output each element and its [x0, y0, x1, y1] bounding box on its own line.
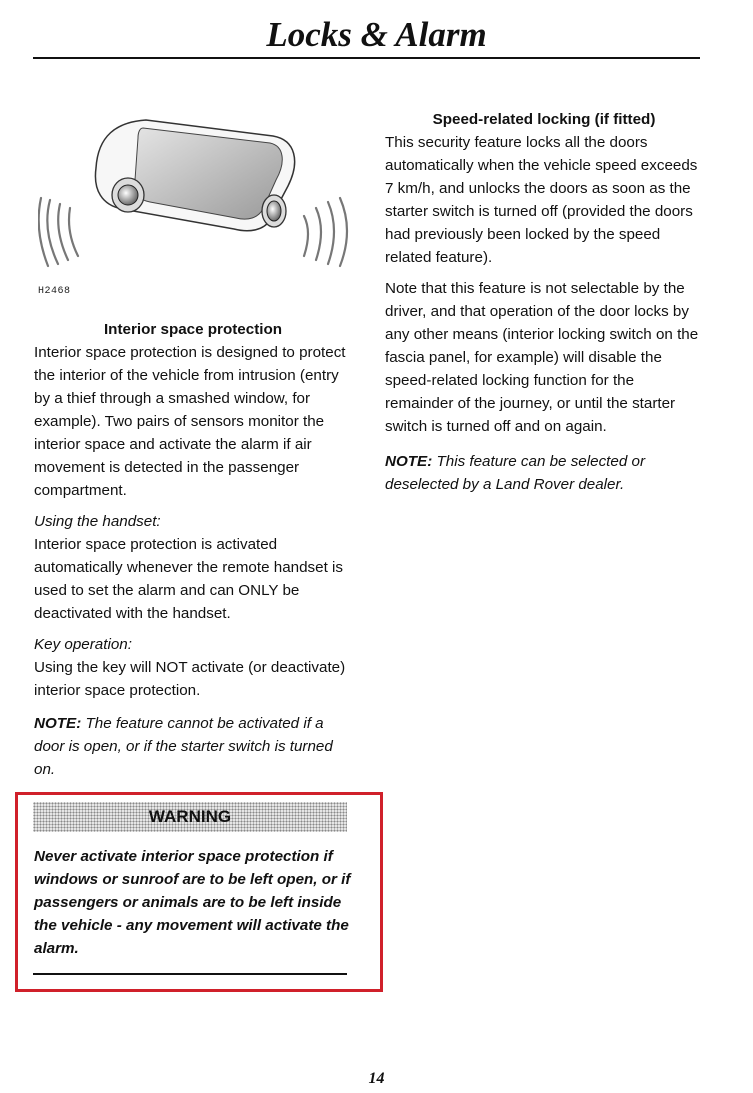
note-text: This feature can be selected or deselected by a Land Rover dealer. [385, 453, 646, 493]
left-column [34, 318, 352, 781]
warning-header: WARNING [33, 802, 347, 832]
handset-label: Using the handset: [34, 513, 161, 530]
intro-paragraph: Interior space protection is designed to protect the interior of the vehicle from intrusion (entry by a thief through a smashed window, for example). Two pairs of sensors monitor the interior space and activate the alarm if air movement is detected in the passenger compartment. [34, 344, 346, 499]
interior-sensor-icon [38, 108, 356, 270]
warning-rule [33, 973, 347, 975]
note-paragraph [385, 450, 703, 496]
note-text: The feature cannot be activated if a door is open, or if the starter switch is turned on. [34, 715, 333, 778]
note-label: NOTE: [385, 453, 433, 470]
handset-paragraph: Interior space protection is activated automatically whenever the remote handset is used to set the alarm and can ONLY be deactivated with the handset. [34, 536, 343, 622]
page-number: 14 [368, 1070, 385, 1087]
section-heading: Speed-related locking (if fitted) [432, 111, 656, 128]
note-label: NOTE: [34, 715, 82, 732]
section-heading: Interior space protection [103, 321, 283, 338]
warning-text: Never activate interior space protection if windows or sunroof are to be left open, or if passengers or animals are to be left inside the vehicle - any movement will activate the alarm. [34, 848, 351, 957]
title-rule [33, 57, 700, 59]
speed-locking-paragraph: This security feature locks all the doors automatically when the vehicle speed exceeds 7 km/h, and unlocks the doors as soon as the starter switch is turned off (provided the doors had previously been locked by the speed related feature). [385, 134, 698, 266]
page-title: Locks & Alarm [266, 15, 487, 54]
selectability-paragraph: Note that this feature is not selectable by the driver, and that operation of the door locks by any other means (interior locking switch on the fascia panel, for example) will disable the speed-related locking function for the remainder of the journey, or until the starter switch is turned off and on again. [385, 280, 699, 435]
note-paragraph [34, 712, 352, 781]
right-column [385, 108, 703, 496]
key-label: Key operation: [34, 636, 132, 653]
figure-code: H2468 [38, 286, 71, 297]
key-paragraph: Using the key will NOT activate (or deactivate) interior space protection. [34, 659, 346, 699]
